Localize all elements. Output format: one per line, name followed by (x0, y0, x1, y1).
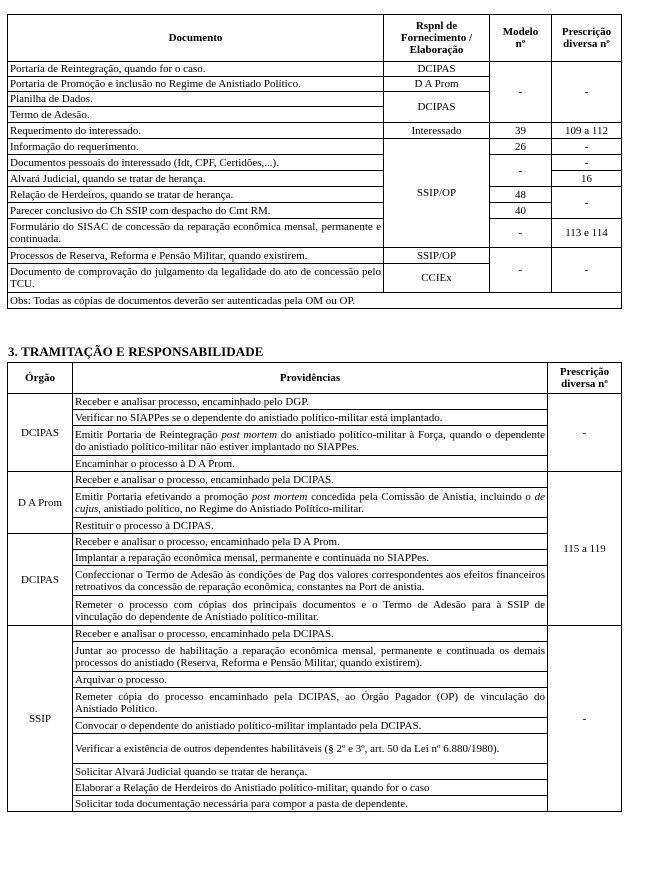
table-row (8, 718, 622, 734)
modelo-cell: 40 (490, 203, 552, 219)
doc-cell: Portaria de Promoção e inclusão no Regime de Anistiado Político. (8, 77, 384, 92)
providencia-cell: Solicitar toda documentação necessária para compor a pasta de dependente. (73, 796, 548, 812)
prescricao-cell: 16 (552, 171, 622, 187)
header-rspnl-line3: Elaboração (409, 44, 464, 56)
header-modelo (490, 15, 552, 62)
modelo-cell: 48 (490, 187, 552, 203)
providencia-text: Emitir Portaria de Reintegração (75, 428, 222, 441)
header-prescricao (552, 15, 622, 62)
providencia-cell: Implantar a reparação econômica mensal, permanente e continuada no SIAPPes. (73, 550, 548, 566)
modelo-cell: 39 (490, 123, 552, 139)
prescricao-cell: - (552, 187, 622, 219)
orgao-cell: DCIPAS (8, 534, 73, 626)
doc-cell: Formulário do SISAC de concessão da reparação econômica mensal, permanente e continuada. (8, 219, 384, 248)
prescricao-cell: - (552, 155, 622, 171)
table-row (8, 155, 622, 171)
documents-header-row (8, 15, 622, 62)
header-rspnl-line1: Rspnl de (415, 20, 458, 32)
obs-note: Obs: Todas as cópias de documentos deverão ser autenticadas pela OM ou OP. (8, 293, 622, 309)
orgao-cell: SSIP (8, 626, 73, 812)
table-row (8, 626, 622, 642)
providencia-cell: Encaminhar o processo à D A Prom. (73, 456, 548, 472)
table-row (8, 642, 622, 672)
doc-cell: Requerimento do interessado. (8, 123, 384, 139)
table-row (8, 796, 622, 812)
table-row (8, 672, 622, 688)
providencia-cell: Convocar o dependente do anistiado político-militar implantado pela DCIPAS. (73, 718, 548, 734)
tramitacao-table (7, 362, 622, 812)
providencia-cell: Restituir o processo à DCIPAS. (73, 518, 548, 534)
header-modelo-line1: Modelo (502, 26, 539, 38)
header-prescricao-line2: diversa nº (563, 38, 610, 50)
table-row (8, 550, 622, 566)
rspnl-cell: DCIPAS (384, 92, 490, 123)
table-row (8, 456, 622, 472)
doc-cell: Termo de Adesão. (8, 107, 384, 123)
table-row (8, 426, 622, 456)
providencia-cell: Confeccionar o Termo de Adesão às condições de Pag dos valores correspondentes aos efeitos financeiros retroativos da concessão de reparação econômica, constantes na Port de anistia. (73, 566, 548, 596)
table-row (8, 248, 622, 264)
prescricao-cell: 113 e 114 (552, 219, 622, 248)
modelo-cell: - (490, 248, 552, 293)
rspnl-cell: D A Prom (384, 77, 490, 92)
header-orgao: Órgão (8, 363, 73, 394)
header-rspnl (384, 15, 490, 62)
prescricao-cell: - (552, 248, 622, 293)
modelo-cell: - (490, 155, 552, 187)
orgao-cell: D A Prom (8, 472, 73, 534)
doc-cell: Documentos pessoais do interessado (Idt, CPF, Certidões,...). (8, 155, 384, 171)
rspnl-cell: CCIEx (384, 264, 490, 293)
providencia-emphasis: post mortem (221, 428, 278, 441)
header-prescricao-line1: Prescrição (561, 26, 612, 38)
doc-cell: Planilha de Dados. (8, 92, 384, 107)
orgao-cell: DCIPAS (8, 394, 73, 472)
providencia-cell: Remeter o processo com cópias dos principais documentos e o Termo de Adesão para à SSIP de vinculação do dependente de Anistiado político-militar. (73, 596, 548, 626)
table-row (8, 566, 622, 596)
rspnl-cell: SSIP/OP (384, 248, 490, 264)
table-row (8, 764, 622, 780)
header-rspnl-line2: Fornecimento / (400, 32, 473, 44)
doc-cell: Alvará Judicial, quando se tratar de herança. (8, 171, 384, 187)
modelo-cell: - (490, 219, 552, 248)
tramitacao-header-row (8, 363, 622, 394)
providencia-cell: Arquivar o processo. (73, 672, 548, 688)
documents-table (7, 14, 622, 309)
providencia-cell: Verificar a existência de outros dependentes habilitáveis (§ 2º e 3º, art. 50 da Lei nº 6.880/1980). (73, 734, 548, 764)
providencia-text: do anistiado político-militar à Força, quando o dependente do anistiado político-militar não estiver implantado no SIAPPes. (75, 428, 545, 453)
prescricao-cell: 115 a 119 (548, 472, 622, 626)
providencia-cell (73, 426, 548, 456)
header-documento: Documento (8, 15, 384, 62)
prescricao-cell: - (548, 626, 622, 812)
providencia-emphasis: post mortem (251, 490, 308, 503)
prescricao-cell: - (552, 62, 622, 123)
table-row (8, 780, 622, 796)
rspnl-cell: Interessado (384, 123, 490, 139)
rspnl-cell: DCIPAS (384, 62, 490, 77)
providencia-emphasis: de cujus (75, 490, 546, 515)
header-prescricao-tram-line1: Prescrição (559, 366, 610, 378)
header-providencias: Providências (73, 363, 548, 394)
table-row (8, 488, 622, 518)
prescricao-cell: - (548, 394, 622, 472)
rspnl-cell: SSIP/OP (384, 139, 490, 248)
providencia-cell: Elaborar a Relação de Herdeiros do Anistiado político-militar, quando for o caso (73, 780, 548, 796)
providencia-text: , anistiado político, no Regime do Anistiado Político-militar. (98, 502, 365, 515)
obs-row (8, 293, 622, 309)
doc-cell: Portaria de Reintegração, quando for o caso. (8, 62, 384, 77)
table-row (8, 534, 622, 550)
providencia-cell: Verificar no SIAPPes se o dependente do anistiado político-militar está implantado. (73, 410, 548, 426)
table-row (8, 219, 622, 248)
providencia-cell: Receber e analisar o processo, encaminhado pela DCIPAS. (73, 472, 548, 488)
providencia-cell (73, 488, 548, 518)
table-row (8, 596, 622, 626)
table-row (8, 518, 622, 534)
prescricao-cell: - (552, 139, 622, 155)
table-row (8, 187, 622, 203)
table-row (8, 139, 622, 155)
doc-cell: Parecer conclusivo do Ch SSIP com despacho do Cmt RM. (8, 203, 384, 219)
providencia-cell: Solicitar Alvará Judicial quando se tratar de herança. (73, 764, 548, 780)
header-prescricao-tram (548, 363, 622, 394)
table-row (8, 203, 622, 219)
modelo-cell: - (490, 62, 552, 123)
prescricao-cell: 109 a 112 (552, 123, 622, 139)
providencia-text: concedida pela Comissão de Anistia, incluindo o (307, 490, 535, 503)
providencia-cell: Receber e analisar processo, encaminhado pelo DGP. (73, 394, 548, 410)
section-title: 3. TRAMITAÇÃO E RESPONSABILIDADE (8, 344, 264, 359)
providencia-text: Emitir Portaria efetivando a promoção (75, 490, 252, 503)
header-prescricao-tram-line2: diversa nº (561, 378, 608, 390)
providencia-cell: Juntar ao processo de habilitação a reparação econômica mensal, permanente e continuada os demais processos do anistiado (Reserva, Reforma e Pensão Militar, quando existirem). (73, 642, 548, 672)
doc-cell: Processos de Reserva, Reforma e Pensão Militar, quando existirem. (8, 248, 384, 264)
doc-cell: Informação do requerimento. (8, 139, 384, 155)
table-row (8, 688, 622, 718)
header-modelo-line2: nº (515, 38, 526, 50)
providencia-cell: Remeter cópia do processo encaminhado pela DCIPAS, ao Órgão Pagador (OP) de vinculação do Anistiado Político. (73, 688, 548, 718)
modelo-cell: 26 (490, 139, 552, 155)
providencia-cell: Receber e analisar o processo, encaminhado pela D A Prom. (73, 534, 548, 550)
table-row (8, 472, 622, 488)
table-row (8, 62, 622, 77)
providencia-cell: Receber e analisar o processo, encaminhado pela DCIPAS. (73, 626, 548, 642)
table-row (8, 410, 622, 426)
table-row (8, 123, 622, 139)
table-row (8, 734, 622, 764)
table-row (8, 394, 622, 410)
doc-cell: Relação de Herdeiros, quando se tratar de herança. (8, 187, 384, 203)
doc-cell: Documento de comprovação do julgamento da legalidade do ato de concessão pelo TCU. (8, 264, 384, 293)
